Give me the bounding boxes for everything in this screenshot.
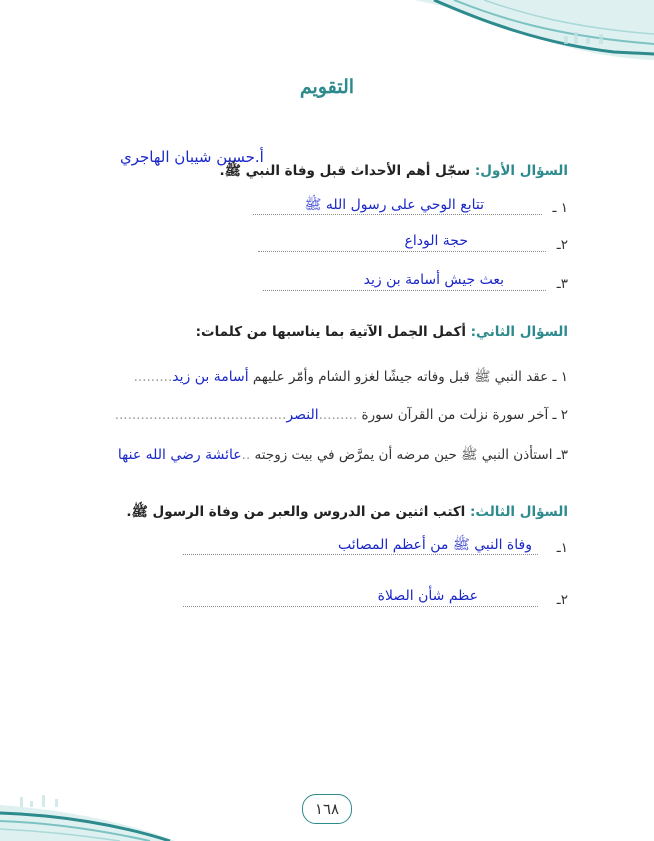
- question-3-label: السؤال الثالث:: [470, 504, 568, 520]
- q2-fill-1[interactable]: أسامة بن زيد: [172, 369, 249, 385]
- answer-line: ........................................: [114, 407, 287, 423]
- student-name: أ.حسين شيبان الهاجري: [120, 148, 264, 166]
- q2-sentence-1: [134, 368, 568, 388]
- q3-item-number: ٢ـ: [556, 592, 568, 608]
- q2-sentence-2: [115, 407, 568, 423]
- q2-sentence-text: ٢ ـ آخر سورة نزلت من القرآن سورة: [361, 407, 568, 423]
- answer-line: .........: [318, 407, 358, 423]
- q1-answer-1[interactable]: تتابع الوحي على رسول الله ﷺ: [304, 197, 484, 213]
- question-1-prompt: سجّل أهم الأحداث قبل وفاة النبي ﷺ.: [219, 163, 471, 179]
- answer-line: ..: [241, 447, 251, 463]
- q1-answer-2[interactable]: حجة الوداع: [404, 233, 468, 249]
- q1-item-number: ٣ـ: [556, 276, 568, 292]
- q3-answer-2[interactable]: عظم شأن الصلاة: [377, 588, 478, 604]
- answer-line: .........: [133, 369, 173, 385]
- q1-answer-3[interactable]: بعث جيش أسامة بن زيد: [363, 272, 504, 288]
- q3-answer-row-1: [183, 537, 568, 562]
- answer-line: [183, 606, 538, 607]
- q1-item-number: ١ ـ: [552, 200, 568, 216]
- question-2-prompt: أكمل الجمل الآتية بما يناسبها من كلمات:: [195, 324, 466, 340]
- question-2-label: السؤال الثاني:: [470, 324, 568, 340]
- question-2-heading: [196, 324, 568, 340]
- q2-sentence-3: [118, 446, 568, 466]
- q2-sentence-text: ١ ـ عقد النبي ﷺ قبل وفاته جيشًا لغزو الشام وأمّر عليهم: [252, 369, 568, 385]
- corner-ornament-bottom: [0, 791, 175, 841]
- q1-answer-row-3: [263, 272, 568, 298]
- question-1-label: السؤال الأول:: [474, 163, 568, 179]
- q3-answer-1[interactable]: وفاة النبي ﷺ من أعظم المصائب: [338, 537, 532, 553]
- q2-sentence-text: ٣ـ استأذن النبي ﷺ حين مرضه أن يمرَّض في بيت زوجته: [254, 447, 568, 463]
- q3-answer-row-2: [183, 588, 568, 614]
- q3-item-number: ١ـ: [556, 540, 568, 556]
- question-3-heading: [126, 503, 568, 523]
- q1-answer-row-1: [253, 197, 568, 222]
- q1-answer-row-2: [258, 233, 568, 259]
- q2-fill-2[interactable]: النصر: [286, 407, 319, 423]
- question-3-prompt: اكتب اثنين من الدروس والعبر من وفاة الرسول ﷺ.: [126, 504, 466, 520]
- corner-ornament-top: [414, 0, 654, 60]
- question-1-heading: [219, 162, 568, 182]
- answer-line: [258, 251, 546, 252]
- page-number: ١٦٨: [302, 794, 352, 824]
- answer-line: [263, 290, 546, 291]
- q2-fill-3[interactable]: عائشة رضي الله عنها: [117, 447, 242, 463]
- q1-item-number: ٢ـ: [556, 237, 568, 253]
- page-title: التقويم: [299, 76, 355, 98]
